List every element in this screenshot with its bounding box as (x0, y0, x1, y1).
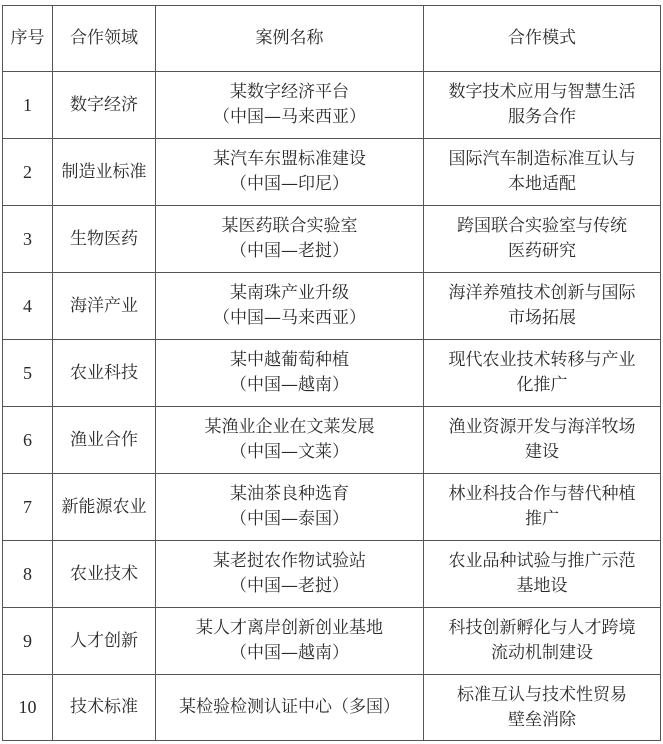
cell-field: 制造业标准 (53, 139, 156, 206)
case-name: 某检验检测认证中心（多国） (179, 697, 400, 717)
case-name: 某南珠产业升级 (230, 283, 349, 303)
cell-case (156, 474, 424, 541)
cell-field: 数字经济 (53, 72, 156, 139)
case-countries: （中国—老挝） (230, 576, 349, 596)
cell-no: 10 (3, 675, 53, 741)
header-no: 序号 (3, 6, 53, 72)
case-name: 某医药联合实验室 (221, 216, 358, 236)
cell-case (156, 72, 424, 139)
mode-line: 化推广 (516, 375, 568, 395)
mode-line: 建设 (525, 442, 559, 462)
mode-line: 国际汽车制造标准互认与 (448, 149, 636, 169)
case-name: 某人才离岸创新创业基地 (196, 618, 383, 638)
case-name: 某油茶良种选育 (230, 484, 349, 504)
header-field: 合作领域 (53, 6, 156, 72)
cell-no: 2 (3, 139, 53, 206)
mode-line: 流动机制建设 (491, 643, 593, 663)
mode-line: 海洋养殖技术创新与国际 (448, 283, 636, 303)
mode-line: 数字技术应用与智慧生活 (448, 82, 636, 102)
header-case: 案例名称 (156, 6, 424, 72)
cell-case (156, 206, 424, 273)
case-countries: （中国—泰国） (230, 509, 349, 529)
cell-field: 农业技术 (53, 541, 156, 608)
case-name: 某数字经济平台 (230, 82, 349, 102)
table-row (3, 407, 661, 474)
cell-field: 人才创新 (53, 608, 156, 675)
cell-no: 3 (3, 206, 53, 273)
cell-case (156, 675, 424, 741)
cell-case (156, 340, 424, 407)
cell-mode (424, 139, 661, 206)
mode-line: 推广 (525, 509, 559, 529)
table-row (3, 474, 661, 541)
case-name: 某中越葡萄种植 (230, 350, 349, 370)
case-name: 某汽车东盟标准建设 (213, 149, 366, 169)
cell-case (156, 541, 424, 608)
table-row (3, 72, 661, 139)
cell-mode (424, 340, 661, 407)
cell-mode (424, 72, 661, 139)
cell-mode (424, 541, 661, 608)
cell-no: 4 (3, 273, 53, 340)
cell-mode (424, 608, 661, 675)
table-row (3, 273, 661, 340)
mode-line: 壁垒消除 (508, 709, 576, 730)
table-header-row (3, 6, 661, 72)
mode-line: 科技创新孵化与人才跨境 (448, 618, 636, 638)
mode-line: 本地适配 (508, 174, 576, 194)
case-countries: （中国—印尼） (230, 174, 349, 194)
case-countries: （中国—马来西亚） (213, 308, 366, 328)
case-countries: （中国—越南） (230, 643, 349, 663)
table-row (3, 675, 661, 741)
cell-case (156, 407, 424, 474)
cell-field: 海洋产业 (53, 273, 156, 340)
cell-field: 渔业合作 (53, 407, 156, 474)
cooperation-cases-table (2, 5, 661, 741)
case-countries: （中国—越南） (230, 375, 349, 395)
cell-field: 新能源农业 (53, 474, 156, 541)
case-countries: （中国—马来西亚） (213, 107, 366, 127)
cell-mode (424, 474, 661, 541)
cell-no: 7 (3, 474, 53, 541)
cell-no: 1 (3, 72, 53, 139)
mode-line: 渔业资源开发与海洋牧场 (448, 417, 636, 437)
mode-line: 市场拓展 (508, 308, 576, 328)
table-row (3, 206, 661, 273)
cell-no: 6 (3, 407, 53, 474)
table-row (3, 541, 661, 608)
mode-line: 跨国联合实验室与传统 (457, 216, 627, 236)
cell-no: 5 (3, 340, 53, 407)
cell-mode (424, 273, 661, 340)
cell-mode (424, 675, 661, 741)
case-countries: （中国—文莱） (230, 442, 349, 462)
cell-no: 8 (3, 541, 53, 608)
mode-line: 标准互认与技术性贸易 (457, 684, 627, 705)
cell-case (156, 139, 424, 206)
mode-line: 林业科技合作与替代种植 (448, 484, 636, 504)
case-countries: （中国—老挝） (230, 241, 349, 261)
cell-field: 技术标准 (53, 675, 156, 741)
table-row (3, 139, 661, 206)
cell-case (156, 608, 424, 675)
mode-line: 农业品种试验与推广示范 (448, 551, 636, 571)
mode-line: 医药研究 (508, 241, 576, 261)
case-name: 某老挝农作物试验站 (213, 551, 366, 571)
cell-field: 生物医药 (53, 206, 156, 273)
cell-mode (424, 206, 661, 273)
mode-line: 服务合作 (508, 107, 576, 127)
mode-line: 基地设 (516, 576, 568, 596)
mode-line: 现代农业技术转移与产业 (448, 350, 636, 370)
cell-field: 农业科技 (53, 340, 156, 407)
cell-mode (424, 407, 661, 474)
table-row (3, 608, 661, 675)
cell-case (156, 273, 424, 340)
table-row (3, 340, 661, 407)
case-name: 某渔业企业在文莱发展 (204, 417, 375, 437)
cell-no: 9 (3, 608, 53, 675)
header-mode: 合作模式 (424, 6, 661, 72)
